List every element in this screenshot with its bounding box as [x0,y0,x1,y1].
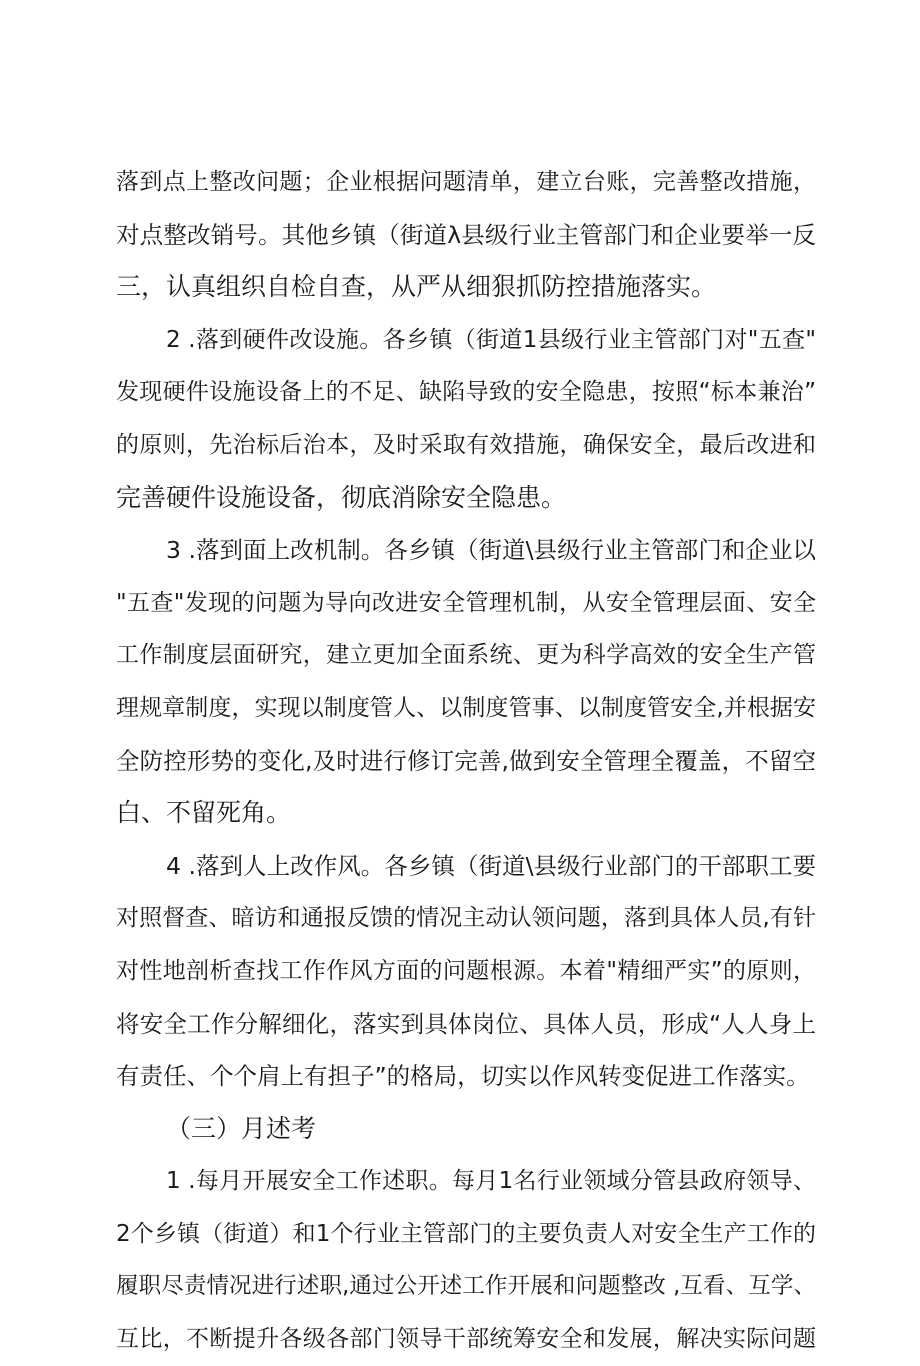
item-4-heading-line: 4 .落到人上改作风。各乡镇（街道\县级行业部门的干部职工要 [166,851,816,880]
text-line: "五查"发现的问题为导向改进安全管理机制，从安全管理层面、安全 [116,589,816,616]
text-line: 发现硬件设施设备上的不足、缺陷导致的安全隐患，按照“标本兼治” [116,379,816,406]
text-line: 对性地剖析查找工作作风方面的问题根源。本着"精细严实”的原则， [116,957,816,984]
text-line: 全防控形势的变化,及时进行修订完善,做到安全管理全覆盖，不留空 [116,746,816,775]
section-heading: （三）月述考 [166,1113,317,1143]
text-line: 将安全工作分解细化，落实到具体岗位、具体人员，形成“人人身上 [116,1009,816,1038]
text-line: 白、不留死角。 [116,798,292,828]
text-line: 有责任、个个肩上有担子”的格局，切实以作风转变促进工作落实。 [116,1062,810,1091]
text-line: 对点整改销号。其他乡镇（街道λ县级行业主管部门和企业要举一反 [116,220,816,249]
text-line: 完善硬件设施设备，彻底消除安全隐患。 [116,482,567,512]
document-body [116,156,816,1366]
text-line: 互比，不断提升各级各部门领导干部统筹安全和发展，解决实际问题 [116,1326,816,1353]
text-line: 2个乡镇（街道）和1个行业主管部门的主要负责人对安全生产工作的 [116,1220,816,1247]
text-line: 履职尽责情况进行述职,通过公开述工作开展和问题整改 ,互看、互学、 [116,1273,816,1300]
text-line: 三，认真组织自检自查，从严从细狠抓防控措施落实。 [116,272,717,302]
item-2-heading-line: 2 .落到硬件改设施。各乡镇（街道1县级行业主管部门对"五查" [166,326,816,353]
text-line: 理规章制度，实现以制度管人、以制度管事、以制度管安全,并根据安 [116,694,816,721]
text-line: 的原则，先治标后治本，及时采取有效措施，确保安全，最后改进和 [116,431,816,458]
item-3-heading-line: 3 .落到面上改机制。各乡镇（街道\县级行业主管部门和企业以 [166,536,816,565]
item-1-heading-line: 1 .每月开展安全工作述职。每月1名行业领域分管县政府领导、 [166,1168,816,1195]
text-line: 工作制度层面研究，建立更加全面系统、更为科学高效的安全生产管 [116,642,816,669]
text-line: 落到点上整改问题；企业根据问题清单，建立台账，完善整改措施， [116,169,816,195]
text-line: 对照督查、暗访和通报反馈的情况主动认领问题，落到具体人员,有针 [116,905,816,932]
